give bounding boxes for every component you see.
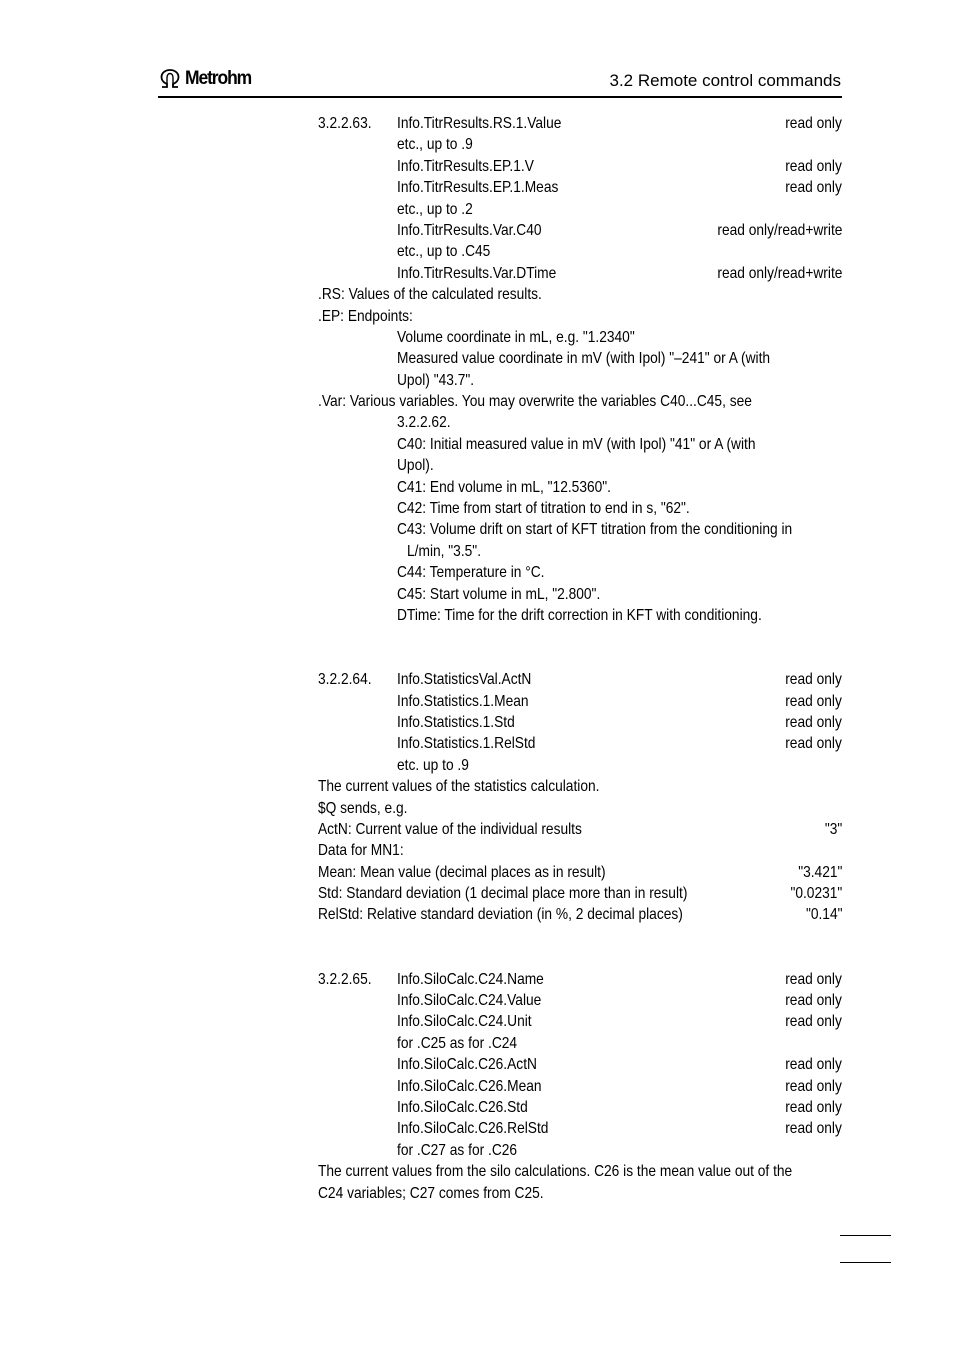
command-row xyxy=(318,1118,842,1139)
access-mode: read only xyxy=(785,692,842,710)
access-mode: read only xyxy=(785,157,842,175)
section-number: 3.2.2.63. xyxy=(318,115,372,132)
command-name: Info.SiloCalc.C24.Name xyxy=(397,970,544,988)
description-line: L/min, "3.5". xyxy=(407,542,482,560)
description-line: Upol) "43.7". xyxy=(397,371,475,389)
command-row xyxy=(318,669,842,690)
command-row xyxy=(318,199,842,220)
access-mode: read only/read+write xyxy=(716,221,842,239)
description-line: .RS: Values of the calculated results. xyxy=(318,286,542,304)
command-name: Info.StatisticsVal.ActN xyxy=(397,671,532,689)
command-row xyxy=(318,1097,842,1118)
command-name: Info.Statistics.1.Std xyxy=(397,713,515,731)
command-row xyxy=(318,1076,842,1097)
example-value: "3" xyxy=(824,820,842,838)
access-mode: read only xyxy=(785,1077,842,1095)
access-mode: read only xyxy=(785,179,842,197)
footer-rule-top xyxy=(840,1235,891,1236)
example-value: "0.14" xyxy=(805,906,842,924)
example-value: "3.421" xyxy=(797,863,842,881)
description-line: RelStd: Relative standard deviation (in %, 2 decimal places) "0.14" xyxy=(318,904,842,925)
access-mode: read only xyxy=(785,713,842,731)
description-line: Measured value coordinate in mV (with Ipol) "–241" or A (with xyxy=(397,350,771,368)
description-line: C42: Time from start of titration to end in s, "62". xyxy=(397,500,690,518)
command-row xyxy=(318,263,842,284)
command-name: Info.TitrResults.EP.1.Meas xyxy=(397,179,559,197)
description-line: Mean: Mean value (decimal places as in result) "3.421" xyxy=(318,862,842,883)
description-line: ActN: Current value of the individual results "3" xyxy=(318,819,842,840)
document-body xyxy=(318,113,842,1204)
command-name: etc. up to .9 xyxy=(397,756,469,774)
access-mode: read only xyxy=(785,1120,842,1138)
description-line: Upol). xyxy=(397,457,434,475)
command-name: Info.TitrResults.Var.C40 xyxy=(397,221,542,239)
command-row xyxy=(318,177,842,198)
description-line: C45: Start volume in mL, "2.800". xyxy=(397,585,601,603)
omega-icon xyxy=(158,68,182,90)
command-name: etc., up to .2 xyxy=(397,200,473,218)
description-line: C41: End volume in mL, "12.5360". xyxy=(397,478,612,496)
access-mode: read only xyxy=(785,671,842,689)
section-3-2-2-65 xyxy=(318,969,842,1204)
command-row xyxy=(318,156,842,177)
description-line: 3.2.2.62. xyxy=(397,414,451,432)
command-name: Info.SiloCalc.C26.ActN xyxy=(397,1056,537,1074)
description-line: .Var: Various variables. You may overwrite the variables C40...C45, see xyxy=(318,393,752,411)
description-line: C43: Volume drift on start of KFT titration from the conditioning in xyxy=(397,521,793,539)
logo-text: Metrohm xyxy=(185,68,252,89)
command-name: Info.TitrResults.Var.DTime xyxy=(397,264,557,282)
command-row xyxy=(318,1054,842,1075)
command-row xyxy=(318,1033,842,1054)
command-row xyxy=(318,712,842,733)
description-line: Std: Standard deviation (1 decimal place more than in result) "0.0231" xyxy=(318,883,842,904)
command-name: Info.Statistics.1.RelStd xyxy=(397,735,536,753)
command-name: Info.SiloCalc.C26.RelStd xyxy=(397,1120,549,1138)
command-name: etc., up to .C45 xyxy=(397,243,491,261)
command-name: Info.SiloCalc.C26.Mean xyxy=(397,1077,542,1095)
command-name: for .C25 as for .C24 xyxy=(397,1034,518,1052)
command-name: for .C27 as for .C26 xyxy=(397,1141,518,1159)
command-name: Info.TitrResults.RS.1.Value xyxy=(397,115,562,132)
access-mode: read only/read+write xyxy=(716,264,842,282)
description-line: Volume coordinate in mL, e.g. "1.2340" xyxy=(397,328,635,346)
section-title: 3.2 Remote control commands xyxy=(609,71,841,90)
description-line: C40: Initial measured value in mV (with Ipol) "41" or A (with xyxy=(397,435,756,453)
command-name: Info.Statistics.1.Mean xyxy=(397,692,529,710)
access-mode: read only xyxy=(785,970,842,988)
command-row xyxy=(318,755,842,776)
description-line: Data for MN1: xyxy=(318,842,404,860)
command-row xyxy=(318,733,842,754)
command-row xyxy=(318,969,842,990)
section-number: 3.2.2.64. xyxy=(318,671,372,689)
access-mode: read only xyxy=(785,1013,842,1031)
description-line: The current values of the statistics calculation. xyxy=(318,778,600,796)
command-row xyxy=(318,691,842,712)
description-line: $Q sends, e.g. xyxy=(318,799,408,817)
page-header xyxy=(158,64,842,98)
command-row xyxy=(318,134,842,155)
description-line: C24 variables; C27 comes from C25. xyxy=(318,1184,544,1202)
access-mode: read only xyxy=(785,992,842,1010)
command-row xyxy=(318,1011,842,1032)
access-mode: read only xyxy=(785,115,842,132)
command-row xyxy=(318,1140,842,1161)
command-row xyxy=(318,113,842,134)
command-row xyxy=(318,241,842,262)
command-name: Info.SiloCalc.C24.Unit xyxy=(397,1013,532,1031)
command-row xyxy=(318,990,842,1011)
metrohm-logo xyxy=(158,67,257,91)
command-name: Info.TitrResults.EP.1.V xyxy=(397,157,534,175)
access-mode: read only xyxy=(785,1099,842,1116)
description-line: C44: Temperature in °C. xyxy=(397,564,545,582)
access-mode: read only xyxy=(785,735,842,753)
footer-rule-bottom xyxy=(840,1262,891,1263)
description-line: The current values from the silo calculations. C26 is the mean value out of the xyxy=(318,1163,793,1181)
example-value: "0.0231" xyxy=(790,885,842,903)
description-line: .EP: Endpoints: xyxy=(318,307,413,325)
command-row xyxy=(318,220,842,241)
command-name: Info.SiloCalc.C26.Std xyxy=(397,1099,528,1116)
section-number: 3.2.2.65. xyxy=(318,970,372,988)
section-3-2-2-64 xyxy=(318,669,842,926)
access-mode: read only xyxy=(785,1056,842,1074)
command-name: Info.SiloCalc.C24.Value xyxy=(397,992,542,1010)
command-name: etc., up to .9 xyxy=(397,136,473,154)
section-3-2-2-63 xyxy=(318,113,842,626)
description-line: DTime: Time for the drift correction in KFT with conditioning. xyxy=(397,606,762,624)
